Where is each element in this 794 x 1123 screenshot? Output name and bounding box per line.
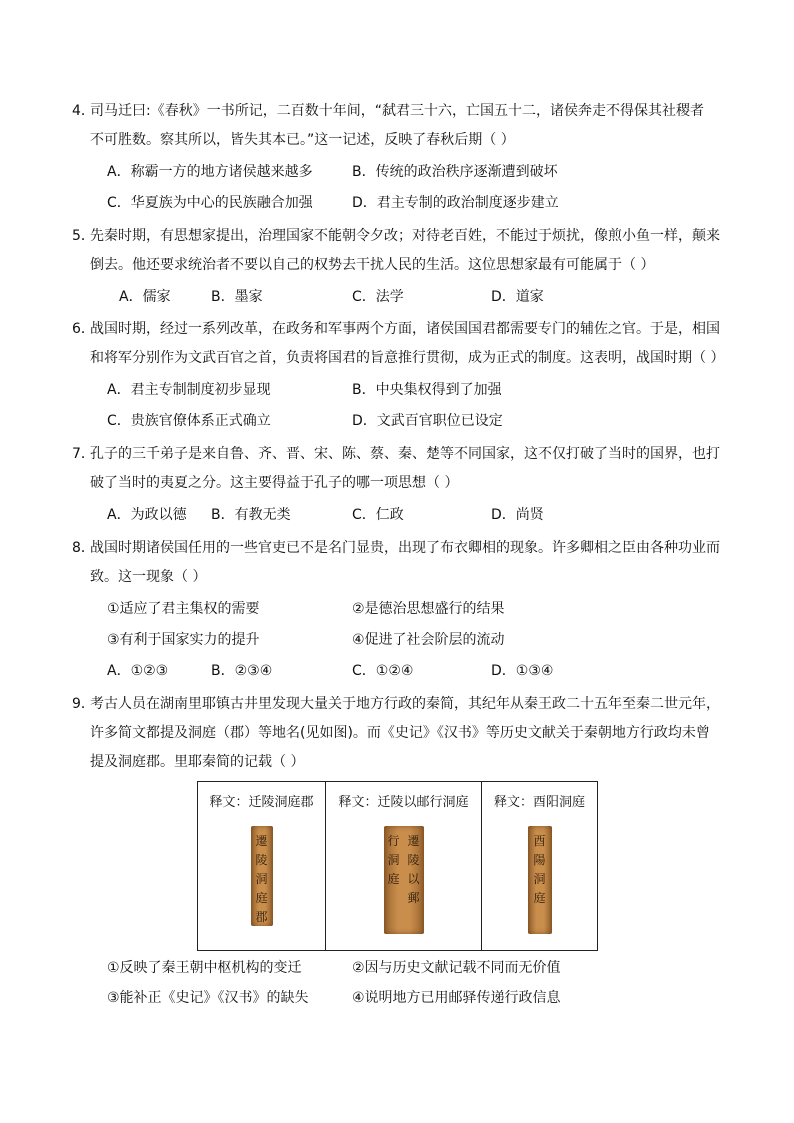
question-4-option-a[interactable]: A．称霸一方的地方诸侯越来越多 <box>107 164 313 180</box>
question-7-text-line-2: 破了当时的夷夏之分。这主要得益于孔子的哪一项思想（ ） <box>90 475 459 491</box>
slip-glyph: 洞 <box>255 872 268 886</box>
question-8-option-b[interactable]: B．②③④ <box>211 663 273 679</box>
question-5-text-line-2: 倒去。他还要求统治者不要以自己的权势去干扰人民的生活。这位思想家最有可能属于（ ） <box>90 257 655 273</box>
question-5-option-c[interactable]: C．法学 <box>352 289 404 305</box>
question-7-option-d[interactable]: D．尚贤 <box>491 507 544 523</box>
slip-cell-1 <box>198 782 326 951</box>
question-9-text-line-1: 考古人员在湖南里耶镇古井里发现大量关于地方行政的秦简，其纪年从秦王政二十五年至秦二世元年， <box>90 696 720 712</box>
question-7-text-line-1: 孔子的三千弟子是来自鲁、齐、晋、宋、陈、蔡、秦、楚等不同国家，这不仅打破了当时的国界，也打 <box>90 446 720 462</box>
slip-glyph: 行 <box>387 834 400 848</box>
slip-glyph: 陵 <box>407 853 420 867</box>
slip-glyph: 庭 <box>255 891 268 905</box>
question-4-option-d[interactable]: D．君主专制的政治制度逐步建立 <box>352 195 559 211</box>
question-4-text-line-1: 司马迁曰:《春秋》一书所记，二百数十年间，“弑君三十六，亡国五十二，诸侯奔走不得保其社稷者 <box>90 103 704 119</box>
question-7-option-a[interactable]: A．为政以德 <box>107 507 187 523</box>
question-8-item-2: ②是德治思想盛行的结果 <box>352 601 505 617</box>
slip-caption-2: 释文：迁陵以邮行洞庭 <box>338 795 469 810</box>
question-7-option-b[interactable]: B．有教无类 <box>211 507 291 523</box>
question-8-text-line-2: 致。这一现象（ ） <box>90 569 207 585</box>
slip-cell-2 <box>326 782 482 951</box>
question-6-text-line-2: 和将军分别作为文武百官之首，负责将国君的旨意推行贯彻，成为正式的制度。这表明，战国时期（ ） <box>90 350 725 366</box>
slip-caption-3: 释文：酉阳洞庭 <box>493 795 585 810</box>
question-7-option-c[interactable]: C．仁政 <box>352 507 404 523</box>
question-6-option-c[interactable]: C．贵族官僚体系正式确立 <box>107 413 271 429</box>
slip-glyph: 洞 <box>533 872 546 886</box>
question-9-item-3: ③能补正《史记》《汉书》的缺失 <box>107 990 309 1006</box>
question-9-text-line-3: 提及洞庭郡。里耶秦简的记载（ ） <box>90 754 305 770</box>
question-4-text-line-2: 不可胜数。察其所以，皆失其本已。”这一记述，反映了春秋后期（ ） <box>90 132 515 148</box>
question-6-text-line-1: 战国时期，经过一系列改革，在政务和军事两个方面，诸侯国国君都需要专门的辅佐之官。于是，相国 <box>90 321 720 337</box>
question-5-option-a[interactable]: A．儒家 <box>119 289 171 305</box>
question-6-number: 6． <box>72 321 95 337</box>
question-5-option-d[interactable]: D．道家 <box>491 289 544 305</box>
bamboo-slip-table <box>197 781 598 951</box>
question-4-number: 4． <box>72 103 95 119</box>
slip-glyph: 陵 <box>255 853 268 867</box>
slip-glyph: 洞 <box>387 853 400 867</box>
slip-glyph: 酉 <box>533 834 546 848</box>
question-5-number: 5． <box>72 228 95 244</box>
slip-glyph: 庭 <box>533 891 546 905</box>
question-6-option-d[interactable]: D．文武百官职位已设定 <box>352 413 503 429</box>
question-7-number: 7． <box>72 446 95 462</box>
question-8-item-1: ①适应了君主集权的需要 <box>107 601 260 617</box>
question-8-option-a[interactable]: A．①②③ <box>107 663 169 679</box>
question-8-option-d[interactable]: D．①③④ <box>491 663 554 679</box>
question-9-text-line-2: 许多简文都提及洞庭（郡）等地名(见如图)。而《史记》《汉书》等历史文献关于秦朝地方行政均未曾 <box>90 725 710 741</box>
slip-glyph: 遷 <box>407 834 420 848</box>
question-6-option-b[interactable]: B．中央集权得到了加强 <box>352 382 502 398</box>
slip-glyph: 遷 <box>255 834 268 848</box>
question-6-option-a[interactable]: A．君主专制制度初步显现 <box>107 382 271 398</box>
slip-glyph: 郡 <box>255 910 268 924</box>
bamboo-slip-image-2 <box>384 826 424 934</box>
question-9-number: 9． <box>72 696 95 712</box>
slip-caption-1: 释文：迁陵洞庭郡 <box>209 795 314 810</box>
question-4-option-b[interactable]: B．传统的政治秩序逐渐遭到破坏 <box>352 164 558 180</box>
question-9-item-2: ②因与历史文献记载不同而无价值 <box>352 960 561 976</box>
slip-glyph: 郵 <box>407 891 420 905</box>
question-8-text-line-1: 战国时期诸侯国任用的一些官吏已不是名门显贵，出现了布衣卿相的现象。许多卿相之臣由各种功业而 <box>90 540 720 556</box>
slip-glyph: 陽 <box>533 853 546 867</box>
slip-glyph: 以 <box>407 872 420 886</box>
bamboo-slip-image-1 <box>251 826 273 926</box>
slip-glyph: 庭 <box>387 872 400 886</box>
question-5-text-line-1: 先秦时期，有思想家提出，治理国家不能朝令夕改；对待老百姓，不能过于烦扰，像煎小鱼一样，颠来 <box>90 228 720 244</box>
question-5-option-b[interactable]: B．墨家 <box>211 289 263 305</box>
question-8-item-4: ④促进了社会阶层的流动 <box>352 632 505 648</box>
question-4-option-c[interactable]: C．华夏族为中心的民族融合加强 <box>107 195 313 211</box>
question-9-item-4: ④说明地方已用邮驿传递行政信息 <box>352 990 561 1006</box>
question-8-item-3: ③有利于国家实力的提升 <box>107 632 260 648</box>
question-8-number: 8． <box>72 540 95 556</box>
slip-cell-3 <box>482 782 598 951</box>
question-9-item-1: ①反映了秦王朝中枢机构的变迁 <box>107 960 302 976</box>
bamboo-slip-image-3 <box>528 826 552 934</box>
question-8-option-c[interactable]: C．①②④ <box>352 663 414 679</box>
